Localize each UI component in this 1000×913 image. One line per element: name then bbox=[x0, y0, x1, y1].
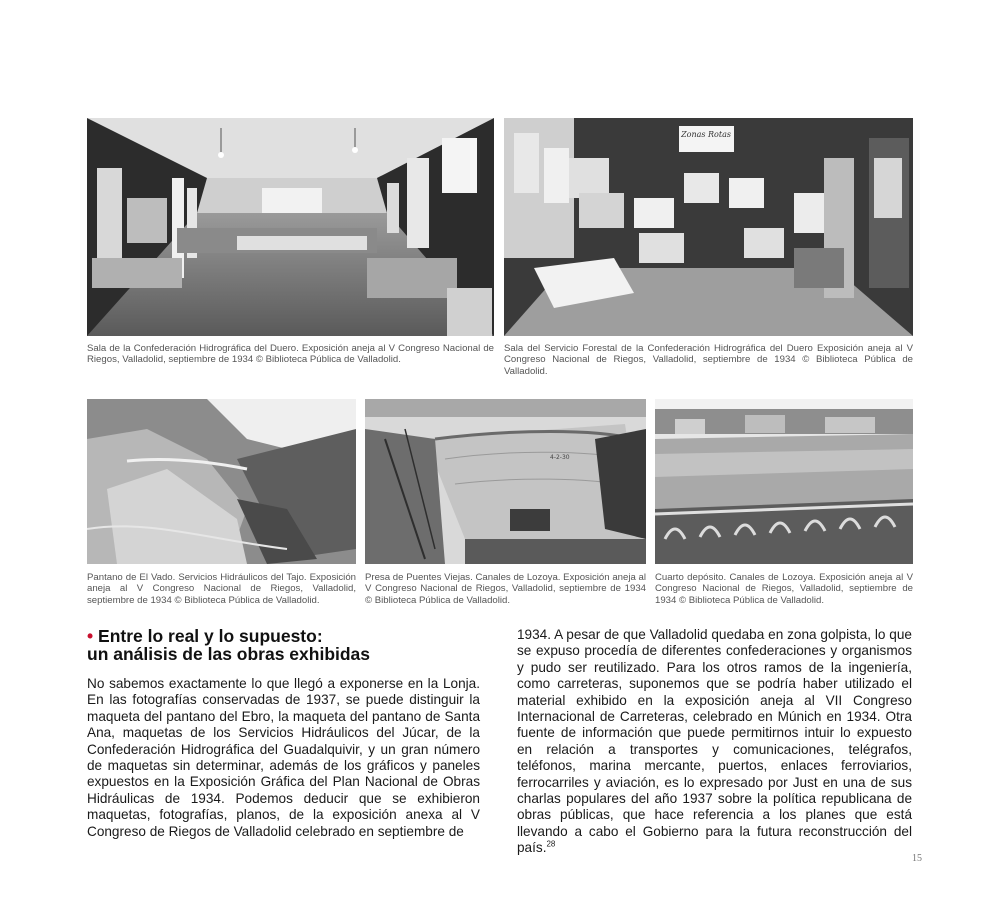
photo-forestry-room bbox=[504, 118, 913, 336]
body-right-text: 1934. A pesar de que Valladolid quedaba en zona golpista, lo que se expuso procedía de diferentes confederaciones y organismos y pudo ser reutilizado. Para los otros ramos de la ingeniería, como carreteras, suponemos que se podría haber utilizado el material exhibido en la exposición aneja al VII Congreso Internacional de Carreteras, celebrado en Múnich en 1934. Otra fuente de información que puede permitirnos intuir lo expuesto en relación a transportes y comunicaciones, telégrafos, teléfonos, marina mercante, puertos, enlaces ferroviarios, ferrocarriles y aviación, es lo expresado por Just en una de sus charlas populares del año 1937 sobre la política republicana de obras públicas, que hace referencia a los planes que está llevando a cabo el Gobierno para la futura reconstrucción del país. bbox=[517, 627, 912, 856]
caption-forestry-room: Sala del Servicio Forestal de la Confederación Hidrográfica del Duero Exposición aneja al V Congreso Nacional de Riegos, Valladolid, septiembre de 1934 © Biblioteca Pública de Valladolid. bbox=[504, 343, 913, 377]
heading-line-1: Entre lo real y lo supuesto: bbox=[98, 626, 323, 646]
body-left-column: No sabemos exactamente lo que llegó a exponerse en la Lonja. En las fotografías conservadas de 1937, se puede distinguir la maqueta del pantano del Ebro, la maqueta del pantano de Santa Ana, maquetas de los Servicios Hidráulicos del Júcar, de la Confederación Hidrográfica del Guadalquivir, y un gran número de maquetas sin determinar, además de los gráficos y paneles expuestos en la Exposición Gráfica del Plan Nacional de Obras Hidráulicas de 1934. Podemos deducir que se exhibieron maquetas, fotografías, planos, de la exposición anexa al V Congreso de Riegos de Valladolid celebrado en septiembre de bbox=[87, 676, 480, 839]
caption-duero-hall: Sala de la Confederación Hidrográfica del Duero. Exposición aneja al V Congreso Nacional de Riegos, Valladolid, septiembre de 1934 © Biblioteca Pública de Valladolid. bbox=[87, 343, 494, 366]
heading-bullet: • bbox=[87, 626, 94, 646]
footnote-ref: 28 bbox=[546, 839, 556, 849]
photo-duero-hall bbox=[87, 118, 494, 336]
photo-el-vado bbox=[87, 399, 356, 564]
dam-marker-text: 4-2-30 bbox=[550, 454, 570, 461]
page-number: 15 bbox=[912, 853, 922, 864]
heading-line-2: un análisis de las obras exhibidas bbox=[87, 644, 371, 664]
body-right-column bbox=[517, 627, 912, 857]
forestry-sign-text: Zonas Rotas bbox=[681, 130, 731, 139]
caption-el-vado: Pantano de El Vado. Servicios Hidráulicos del Tajo. Exposición aneja al V Congreso Nacional de Riegos, Valladolid, septiembre de 1934 © Biblioteca Pública de Valladolid. bbox=[87, 572, 356, 606]
caption-cuarto-deposito: Cuarto depósito. Canales de Lozoya. Exposición aneja al V Congreso Nacional de Riegos, Valladolid, septiembre de 1934 © Biblioteca Pública de Valladolid. bbox=[655, 572, 913, 606]
photo-puentes-viejas bbox=[365, 399, 646, 564]
section-heading bbox=[87, 627, 487, 663]
photo-cuarto-deposito bbox=[655, 399, 913, 564]
caption-puentes-viejas: Presa de Puentes Viejas. Canales de Lozoya. Exposición aneja al V Congreso Nacional de Riegos, Valladolid, septiembre de 1934 © Biblioteca Pública de Valladolid. bbox=[365, 572, 646, 606]
